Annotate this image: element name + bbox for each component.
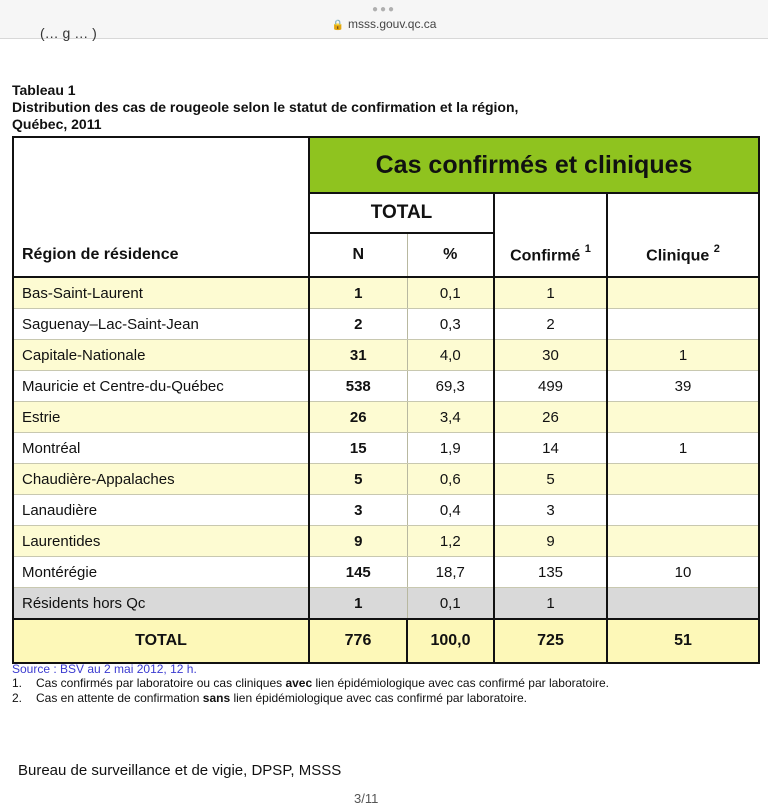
n-cell: 26 <box>309 402 407 433</box>
region-cell: Résidents hors Qc <box>13 588 309 620</box>
n-cell: 5 <box>309 464 407 495</box>
pct-cell: 0,6 <box>407 464 494 495</box>
confirme-footnote-mark: 1 <box>584 242 591 255</box>
region-cell: Mauricie et Centre-du-Québec <box>13 371 309 402</box>
region-cell: Lanaudière <box>13 495 309 526</box>
total-clinique: 51 <box>607 619 759 663</box>
pct-cell: 4,0 <box>407 340 494 371</box>
pct-cell: 0,3 <box>407 309 494 340</box>
total-row <box>13 619 759 663</box>
confirme-cell: 1 <box>494 588 607 620</box>
footnote-text: Cas en attente de confirmation <box>36 691 203 705</box>
confirme-cell: 499 <box>494 371 607 402</box>
table-row <box>13 277 759 309</box>
group-header-label: Cas confirmés et cliniques <box>375 150 693 179</box>
header-confirme <box>494 193 607 277</box>
clinique-cell: 1 <box>607 433 759 464</box>
pct-cell: 0,1 <box>407 588 494 620</box>
clinique-cell <box>607 588 759 620</box>
url-text: msss.gouv.qc.ca <box>347 17 437 31</box>
footnote-emphasis: sans <box>202 691 231 705</box>
footnote-2 <box>12 691 609 706</box>
table-row <box>13 588 759 620</box>
table-row <box>13 309 759 340</box>
table-row <box>13 557 759 588</box>
confirme-cell: 14 <box>494 433 607 464</box>
table-row <box>13 464 759 495</box>
n-cell: 3 <box>309 495 407 526</box>
total-label: TOTAL <box>13 619 309 663</box>
table-row <box>13 526 759 557</box>
total-pct: 100,0 <box>407 619 494 663</box>
clinique-cell <box>607 464 759 495</box>
footnote-text: lien épidémiologique avec cas confirmé par laboratoire. <box>312 676 609 690</box>
confirme-cell: 135 <box>494 557 607 588</box>
region-cell: Chaudière-Appalaches <box>13 464 309 495</box>
region-cell: Laurentides <box>13 526 309 557</box>
measles-cases-table <box>12 136 760 664</box>
n-label: N <box>352 246 365 263</box>
cutoff-previous-line <box>40 25 200 41</box>
pct-cell: 69,3 <box>407 371 494 402</box>
footnote-number: 1. <box>12 676 23 690</box>
header-clinique <box>607 193 759 277</box>
clinique-cell: 39 <box>607 371 759 402</box>
confirme-cell: 9 <box>494 526 607 557</box>
header-pct <box>407 233 494 277</box>
total-confirme: 725 <box>494 619 607 663</box>
region-cell: Capitale-Nationale <box>13 340 309 371</box>
table-row <box>13 371 759 402</box>
title-line-3: Québec, 2011 <box>12 116 102 132</box>
lock-icon: 🔒 <box>331 20 344 31</box>
confirme-label: Confirmé <box>510 247 581 264</box>
source-line: Source : BSV au 2 mai 2012, 12 h. <box>12 662 197 676</box>
clinique-cell <box>607 526 759 557</box>
confirme-cell: 26 <box>494 402 607 433</box>
region-cell: Montréal <box>13 433 309 464</box>
footnote-number: 2. <box>12 691 23 705</box>
footnote-1 <box>12 676 609 691</box>
total-n: 776 <box>309 619 407 663</box>
n-cell: 31 <box>309 340 407 371</box>
table-row <box>13 433 759 464</box>
table-row <box>13 402 759 433</box>
page-number <box>354 791 414 806</box>
confirme-cell: 2 <box>494 309 607 340</box>
confirme-cell: 5 <box>494 464 607 495</box>
confirme-cell: 1 <box>494 277 607 309</box>
region-header-label: Région de résidence <box>22 246 179 263</box>
title-line-2: Distribution des cas de rougeole selon le statut de confirmation et la région, <box>12 99 519 115</box>
footer-organization: Bureau de surveillance et de vigie, DPSP, MSSS <box>18 762 342 779</box>
clinique-cell <box>607 495 759 526</box>
title-line-1: Tableau 1 <box>12 82 76 98</box>
cutoff-text: (… g … ) <box>40 25 97 41</box>
region-cell: Bas-Saint-Laurent <box>13 277 309 309</box>
n-cell: 2 <box>309 309 407 340</box>
pct-cell: 18,7 <box>407 557 494 588</box>
more-dots-icon[interactable]: ●●● <box>371 4 397 15</box>
clinique-label: Clinique <box>646 247 710 264</box>
header-region <box>13 137 309 277</box>
header-cases-group <box>309 137 759 193</box>
clinique-cell: 10 <box>607 557 759 588</box>
pct-cell: 1,2 <box>407 526 494 557</box>
pct-cell: 0,1 <box>407 277 494 309</box>
confirme-cell: 30 <box>494 340 607 371</box>
header-total <box>309 193 494 233</box>
footnotes <box>12 676 609 706</box>
pct-cell: 0,4 <box>407 495 494 526</box>
table-title <box>12 82 752 133</box>
region-cell: Estrie <box>13 402 309 433</box>
clinique-cell: 1 <box>607 340 759 371</box>
pct-label: % <box>443 246 458 263</box>
n-cell: 145 <box>309 557 407 588</box>
clinique-cell <box>607 309 759 340</box>
table-row <box>13 340 759 371</box>
clinique-footnote-mark: 2 <box>713 242 720 255</box>
confirme-cell: 3 <box>494 495 607 526</box>
n-cell: 9 <box>309 526 407 557</box>
footnote-emphasis: avec <box>285 676 313 690</box>
n-cell: 1 <box>309 277 407 309</box>
n-cell: 538 <box>309 371 407 402</box>
table-row <box>13 495 759 526</box>
pct-cell: 1,9 <box>407 433 494 464</box>
region-cell: Montérégie <box>13 557 309 588</box>
n-cell: 15 <box>309 433 407 464</box>
clinique-cell <box>607 277 759 309</box>
region-cell: Saguenay–Lac-Saint-Jean <box>13 309 309 340</box>
footnote-text: lien épidémiologique avec cas confirmé par laboratoire. <box>230 691 527 705</box>
footnote-text: Cas confirmés par laboratoire ou cas cliniques <box>36 676 286 690</box>
n-cell: 1 <box>309 588 407 620</box>
page-number-text: 3/11 <box>354 791 379 806</box>
total-header-label: TOTAL <box>370 202 433 223</box>
header-n <box>309 233 407 277</box>
pct-cell: 3,4 <box>407 402 494 433</box>
clinique-cell <box>607 402 759 433</box>
